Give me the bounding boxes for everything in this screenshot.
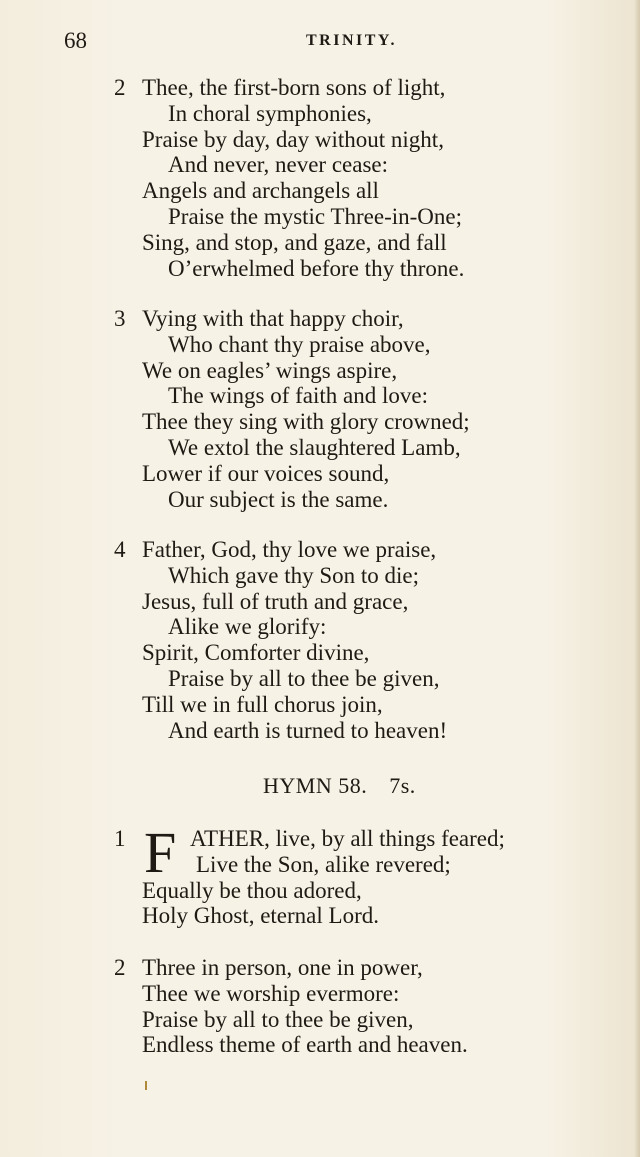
- stanza-number: 2: [114, 955, 126, 980]
- verse-line: Angels and archangels all: [142, 178, 379, 204]
- hymn-meter: 7s.: [389, 773, 416, 798]
- verse-line: Alike we glorify:: [168, 614, 327, 640]
- verse-line: O’erwhelmed before thy throne.: [168, 255, 465, 281]
- verse-line: Three in person, one in power,: [142, 955, 423, 980]
- verse-line: Thee we worship evermore:: [142, 980, 400, 1006]
- stanza-number: 3: [114, 306, 126, 331]
- verse-line: Who chant thy praise above,: [168, 331, 431, 357]
- verse-line: Father, God, thy love we praise,: [142, 537, 437, 562]
- running-head: TRINITY.: [306, 32, 397, 49]
- page-number: 68: [64, 28, 87, 53]
- verse-line: Jesus, full of truth and grace,: [142, 588, 409, 614]
- verse-line: Live the Son, alike revered;: [196, 851, 451, 877]
- verse-line: Holy Ghost, eternal Lord.: [142, 903, 379, 929]
- verse-line: Endless theme of earth and heaven.: [142, 1032, 468, 1058]
- verse-line: We on eagles’ wings aspire,: [142, 357, 398, 383]
- page-header: [0, 28, 640, 58]
- verse-line: Vying with that happy choir,: [142, 306, 404, 331]
- verse-line: And never, never cease:: [168, 152, 389, 178]
- verse-line: Praise the mystic Three-in-One;: [168, 204, 463, 229]
- hymn-number: HYMN 58.: [263, 773, 368, 798]
- verse-line: And earth is turned to heaven!: [168, 717, 448, 743]
- verse-line: Till we in full chorus join,: [142, 691, 383, 717]
- hymn-title: [263, 773, 416, 799]
- stanza-number: 2: [114, 75, 126, 100]
- verse-line: In choral symphonies,: [168, 100, 372, 126]
- verse-line: The wings of faith and love:: [168, 383, 428, 409]
- stanza-number: 1: [114, 826, 126, 851]
- drop-cap: F: [144, 820, 177, 885]
- ink-speck: [145, 1081, 147, 1090]
- verse-line: Thee, the first-born sons of light,: [142, 75, 446, 100]
- verse-line: Lower if our voices sound,: [142, 460, 390, 486]
- verse-line: Equally be thou adored,: [142, 877, 362, 903]
- verse-line: Praise by all to thee be given,: [142, 1006, 414, 1032]
- verse-line: Which gave thy Son to die;: [168, 562, 420, 588]
- verse-line: Spirit, Comforter divine,: [142, 640, 370, 666]
- verse-line-first: ATHER, live, by all things feared;: [190, 826, 505, 851]
- page-edge-shadow: [634, 0, 640, 1157]
- verse-line: Praise by all to thee be given,: [168, 666, 440, 691]
- verse-line: Sing, and stop, and gaze, and fall: [142, 229, 447, 255]
- verse-line: Our subject is the same.: [168, 486, 389, 512]
- stanza-number: 4: [114, 537, 126, 562]
- verse-line: We extol the slaughtered Lamb,: [168, 435, 461, 460]
- verse-line: Praise by day, day without night,: [142, 126, 444, 152]
- verse-line: Thee they sing with glory crowned;: [142, 409, 470, 435]
